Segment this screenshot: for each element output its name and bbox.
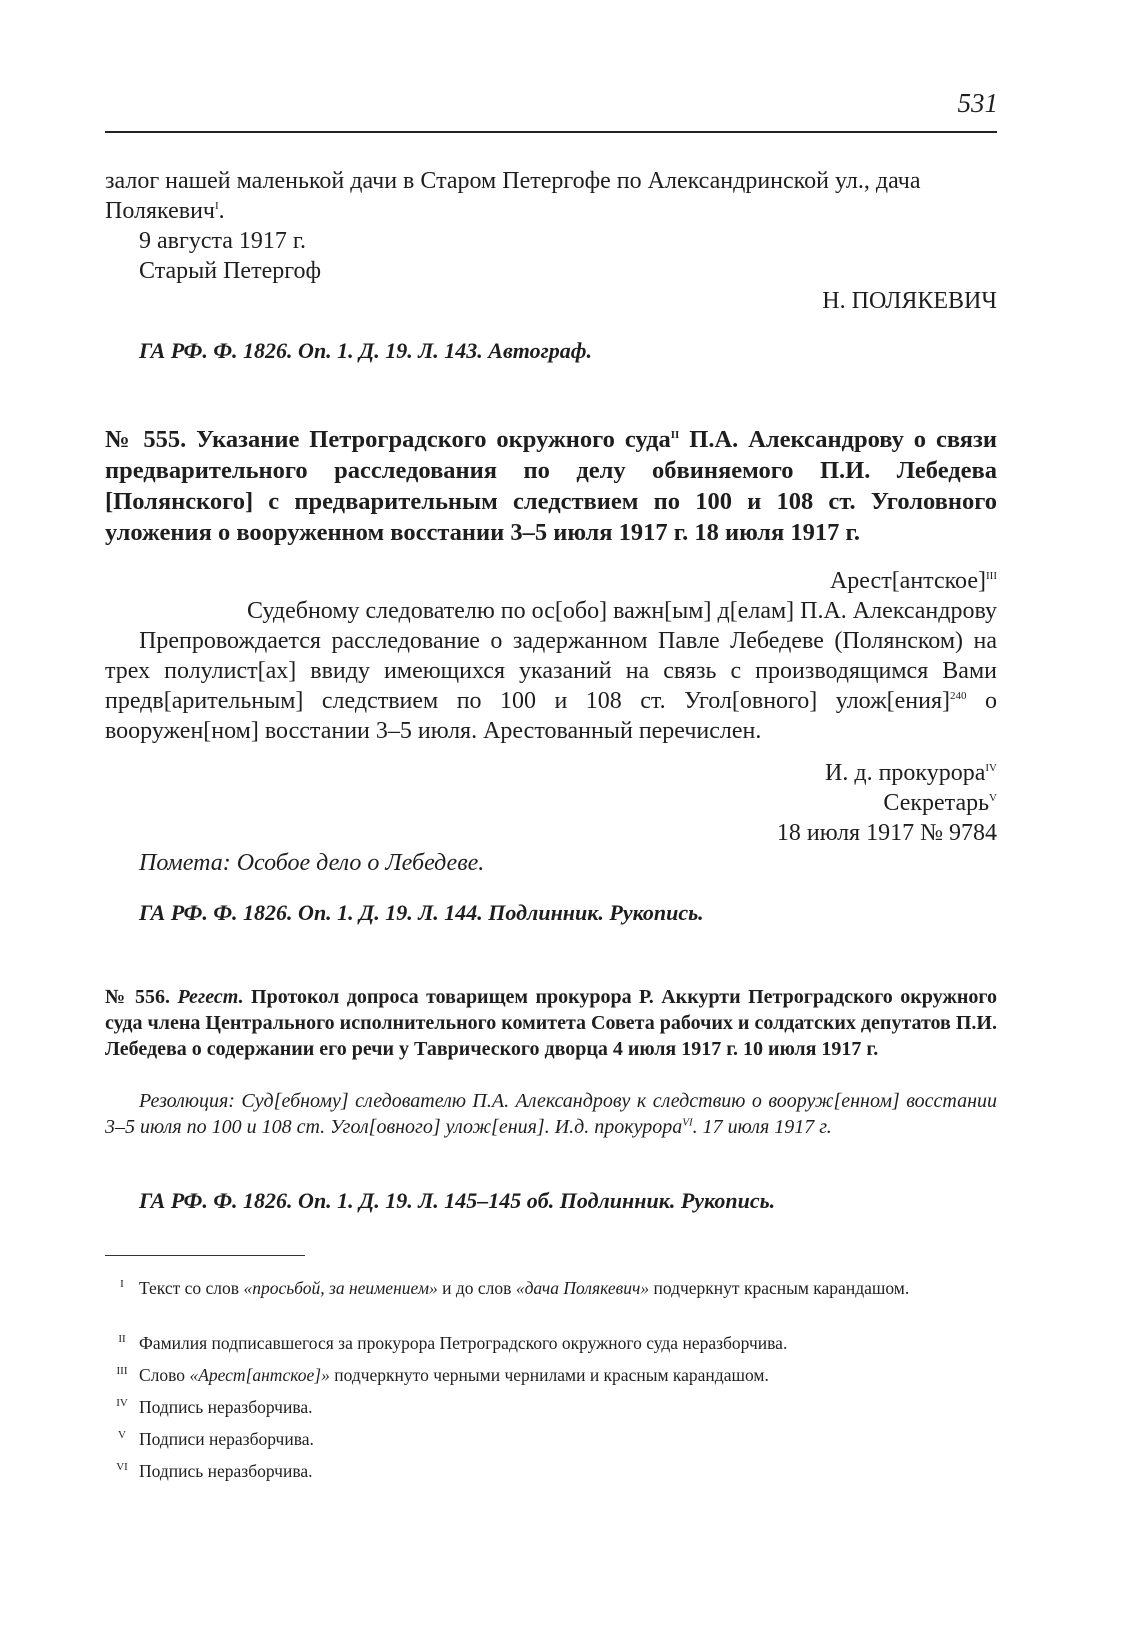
signature: Н. ПОЛЯКЕВИЧ [822,288,997,314]
letter-place: Старый Петергоф [139,258,322,284]
footnote: I Текст со слов «просьбой, за неимением» и до слов «дача Полякевич» подчеркнут красным карандашом. [120,1278,910,1298]
footnote-ref: III [986,570,997,582]
signature-secretary: Секретарь$^V$ [883,790,997,816]
arrest-mark: Арест[антское]$^{III}$ [829,568,997,594]
footnote-ref: II [670,428,680,441]
footnote-rule [105,1255,305,1256]
doc-555-body [105,566,997,746]
footnote-ref: VI [682,1116,693,1129]
footnote: II Фамилия подписавшегося за прокурора Петроградского окружного суда неразборчива. [118,1333,788,1353]
doc-556-heading: № 556. Регест. Протокол допроса товарищем прокурора Р. Аккурти Петроградского окружного суда члена Центрального исполнительного комитета Совета рабочих и солдатских депутатов П.И. Лебедева о содержании его речи у Таврического дворца 4 июля 1917 г. 10 июля 1917 г. [105,986,997,1060]
doc-555-heading: № 555. Указание Петроградского окружного суда$^{II}$ П.А. Александрову о связи предварительного расследования по делу обвиняемого П.И. Лебедева [Полянского] с предварительным следствием по 100 и 108 ст. Уголовного уложения о вооруженном восстании 3–5 июля 1917 г. 18 июля 1917 г. [105,426,997,546]
footnote-ref: 240 [950,690,967,702]
note: Помета: Особое дело о Лебедеве. [139,850,485,876]
page-number: 531 [957,88,998,118]
header-rule [105,131,997,133]
footnote: III Слово «Арест[антское]» подчеркнуто черными чернилами и красным карандашом. [116,1365,769,1385]
footnote-ref: IV [985,762,997,774]
signature-prosecutor: И. д. прокурора$^{IV}$ [825,760,997,786]
footnote-ref: V [989,792,997,804]
signature-date: 18 июля 1917 № 9784 [776,820,997,846]
footnote-ref: I [215,200,219,212]
letter-date: 9 августа 1917 г. [139,228,307,254]
doc-556-resolution: Резолюция: Суд[ебному] следователю П.А. Александрову к следствию о вооруж[енном] восстании 3–5 июля по 100 и 108 ст. Угол[овного] улож[ения]. И.д. прокурора$^{VI}$. 17 июля 1917 г. [105,1090,997,1138]
text-line: залог нашей маленькой дачи в Старом Петергофе по Александринской ул., дача [105,168,921,194]
footnote: IV Подпись неразборчива. [116,1397,313,1417]
doc-555-text: Препровождается расследование о задержанном Павле Лебедеве (Полянском) на трех полулист[ах] ввиду имеющихся указаний на связь с производящимся Вами предв[арительным] следствием по 100 и 108 ст. Угол[овного] улож[ения]$^{240}$ о вооружен[ном] восстании 3–5 июля. Арестованный перечислен. [105,628,998,744]
footnote: VI Подпись неразборчива. [116,1461,313,1481]
text-line: Полякевич$^I$. [105,198,225,224]
footnote: V Подписи неразборчива. [118,1429,314,1449]
previous-doc-ending [105,166,997,316]
archive-source: ГА РФ. Ф. 1826. Оп. 1. Д. 19. Л. 145–145 об. Подлинник. Рукопись. [139,1188,776,1213]
doc-555-signatures [105,758,997,878]
addressee: Судебному следователю по ос[обо] важн[ым] д[елам] П.А. Александрову [246,598,997,624]
archive-source: ГА РФ. Ф. 1826. Оп. 1. Д. 19. Л. 143. Автограф. [139,338,592,363]
archive-source: ГА РФ. Ф. 1826. Оп. 1. Д. 19. Л. 144. Подлинник. Рукопись. [139,900,704,925]
